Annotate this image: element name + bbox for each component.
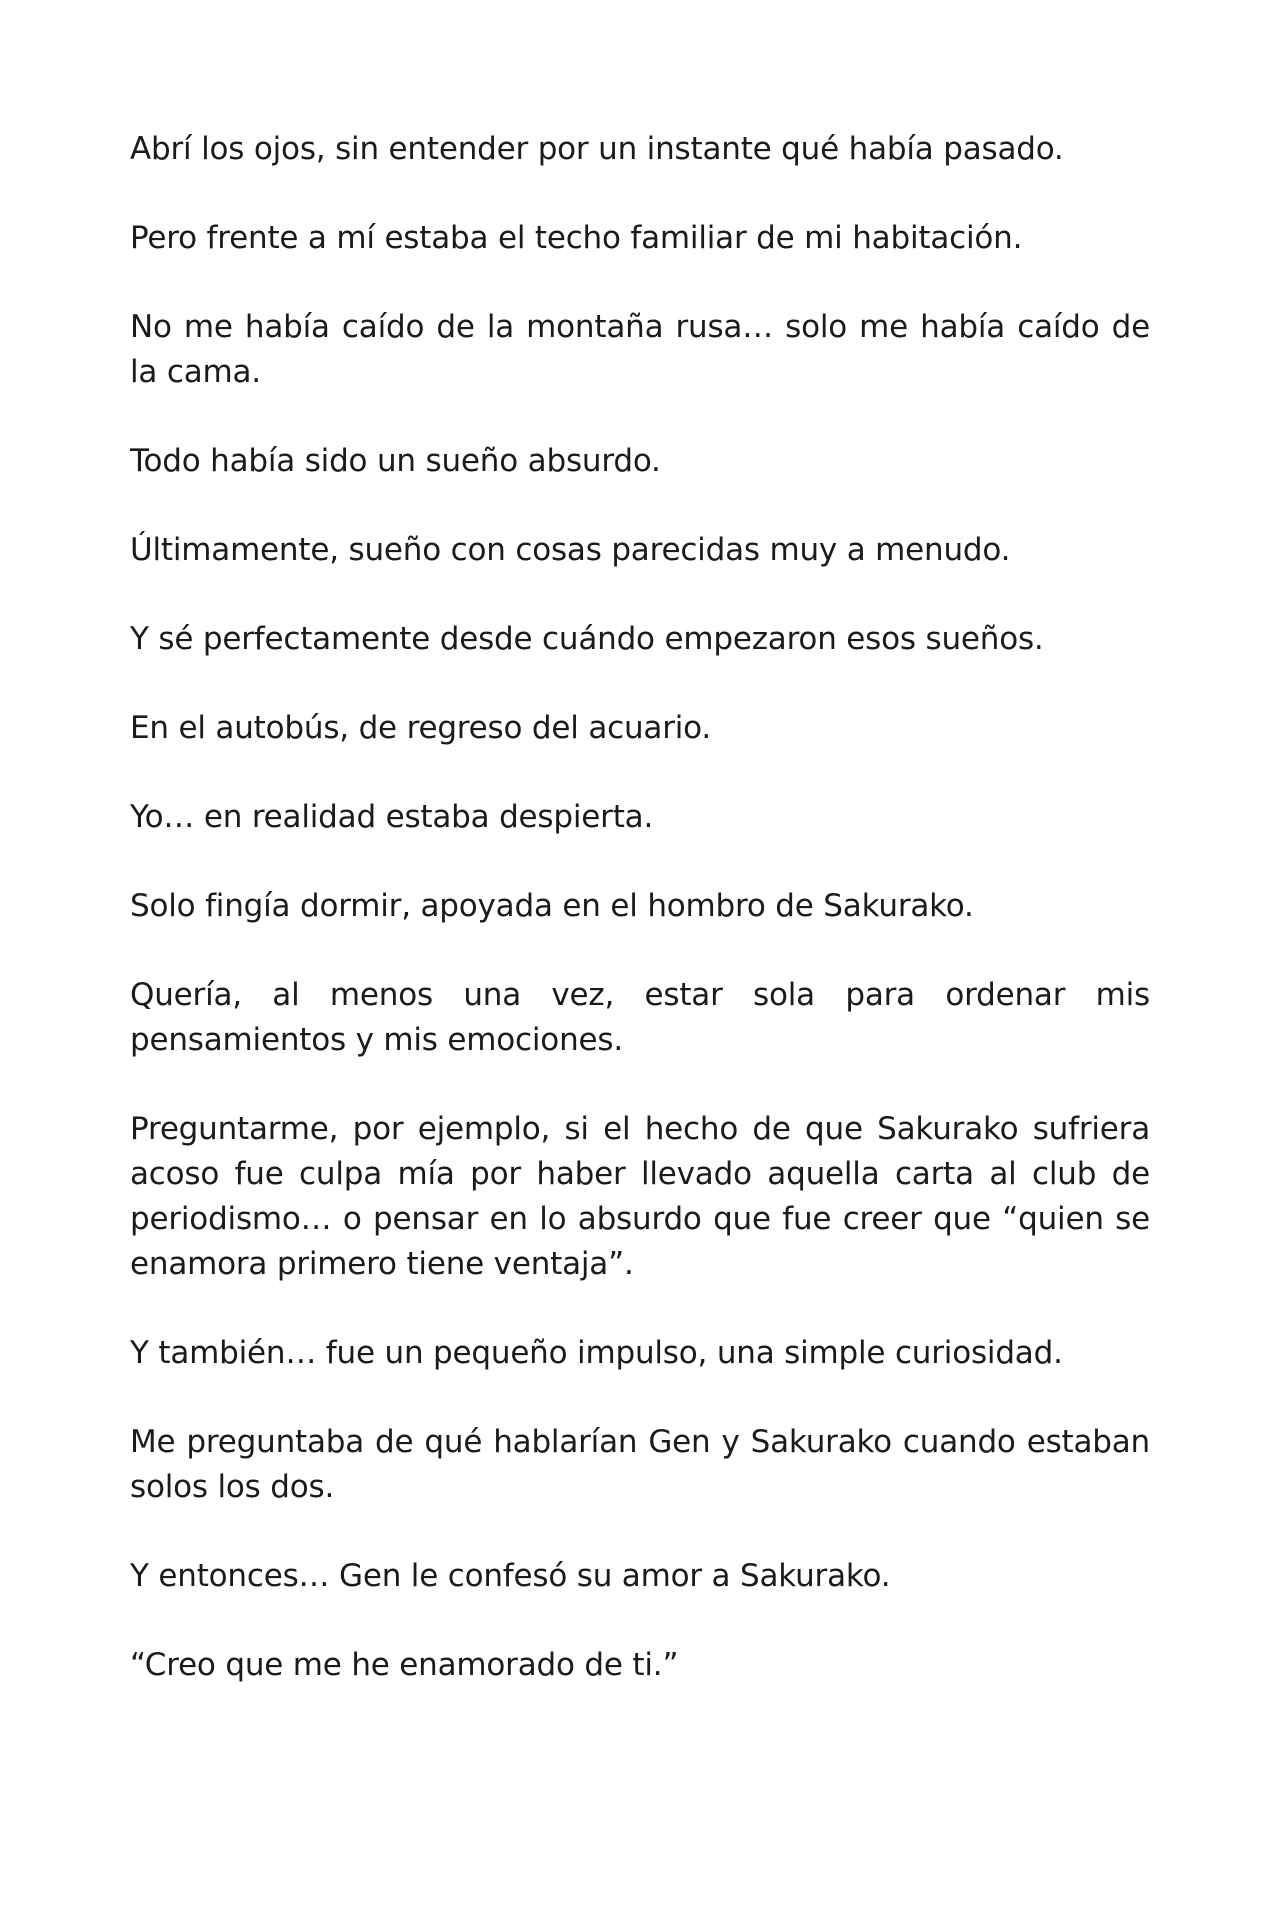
paragraph-10: Quería, al menos una vez, estar sola para ordenar mis pensamientos y mis emociones. [130,977,1150,1058]
paragraph-5: Últimamente, sueño con cosas parecidas muy a menudo. [130,532,1011,568]
paragraph-6: Y sé perfectamente desde cuándo empezaron esos sueños. [130,621,1044,657]
paragraph-1: Abrí los ojos, sin entender por un instante qué había pasado. [130,131,1064,167]
paragraph-7: En el autobús, de regreso del acuario. [130,710,712,746]
paragraph-9: Solo fingía dormir, apoyada en el hombro de Sakurako. [130,888,974,924]
paragraph-14: Y entonces… Gen le confesó su amor a Sakurako. [130,1558,891,1594]
paragraph-4: Todo había sido un sueño absurdo. [130,443,661,479]
paragraph-2: Pero frente a mí estaba el techo familiar de mi habitación. [130,220,1023,256]
paragraph-8: Yo… en realidad estaba despierta. [130,799,654,835]
paragraph-13: Me preguntaba de qué hablarían Gen y Sakurako cuando estaban solos los dos. [130,1424,1150,1505]
paragraph-15: “Creo que me he enamorado de ti.” [130,1647,679,1683]
paragraph-12: Y también… fue un pequeño impulso, una simple curiosidad. [130,1335,1063,1371]
paragraph-3: No me había caído de la montaña rusa… solo me había caído de la cama. [130,309,1150,390]
paragraph-11: Preguntarme, por ejemplo, si el hecho de que Sakurako sufriera acoso fue culpa mía por haber llevado aquella carta al club de periodismo… o pensar en lo absurdo que fue creer que “quien se enamora primero tiene ventaja”. [130,1111,1150,1282]
